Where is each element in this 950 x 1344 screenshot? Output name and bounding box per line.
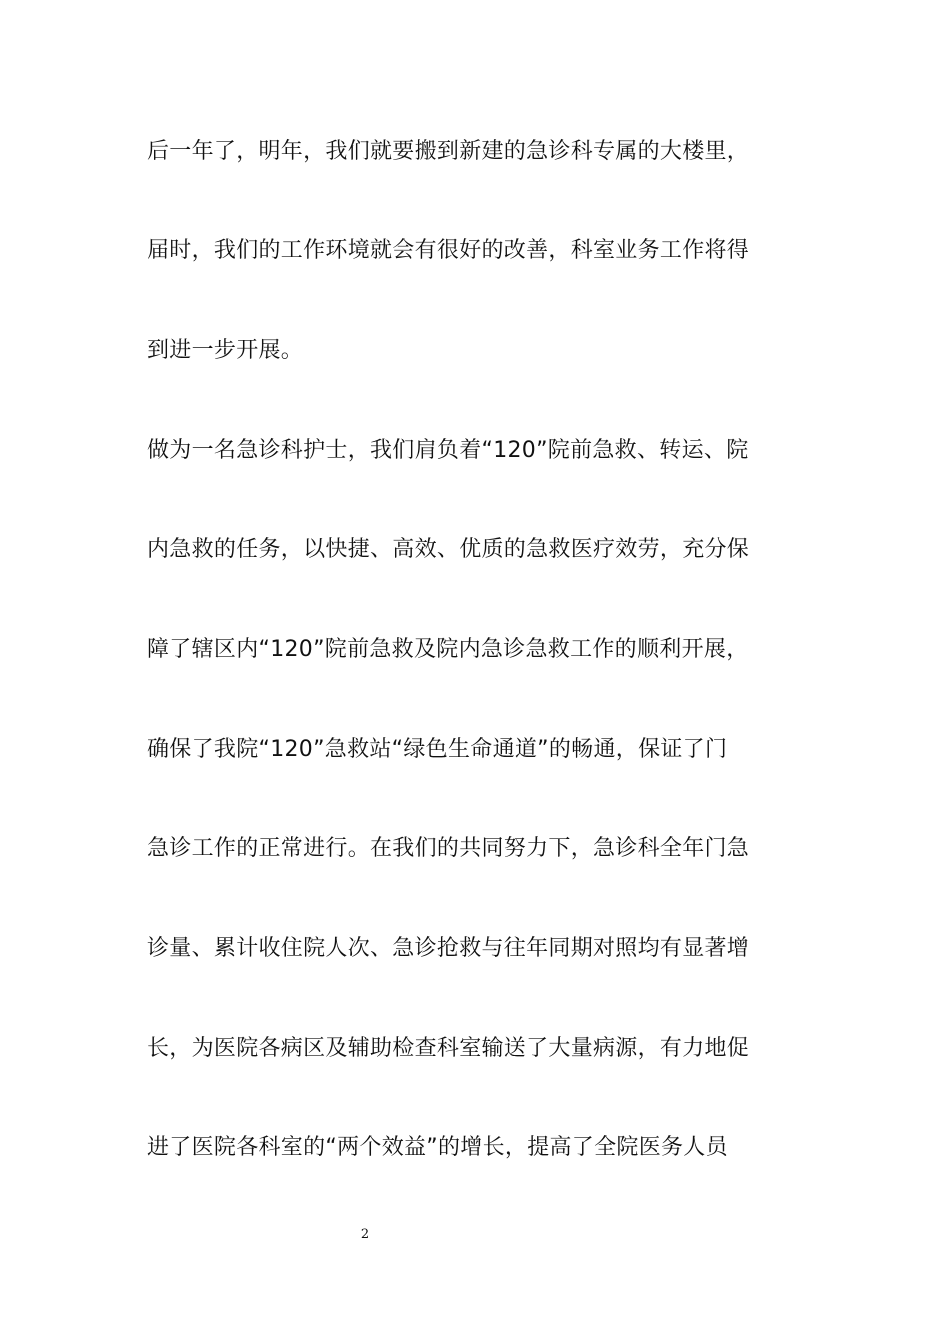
text-line: 内急救的任务，以快捷、高效、优质的急救医疗效劳，充分保: [147, 537, 750, 562]
text-line: 急诊工作的正常进行。在我们的共同努力下，急诊科全年门急: [147, 836, 750, 861]
text-line: 进了医院各科室的“两个效益”的增长，提高了全院医务人员: [147, 1135, 728, 1160]
text-line: 诊量、累计收住院人次、急诊抢救与往年同期对照均有显著增: [147, 936, 750, 961]
page-number: 2: [360, 1227, 370, 1242]
text-line: 后一年了，明年，我们就要搬到新建的急诊科专属的大楼里，: [147, 139, 750, 164]
text-line: 届时，我们的工作环境就会有很好的改善，科室业务工作将得: [147, 238, 750, 263]
text-line: 做为一名急诊科护士，我们肩负着“120”院前急救、转运、院: [147, 438, 749, 463]
text-line: 长，为医院各病区及辅助检查科室输送了大量病源，有力地促: [147, 1036, 750, 1061]
text-line: 确保了我院“120”急救站“绿色生命通道”的畅通，保证了门: [147, 737, 728, 762]
text-line: 到进一步开展。: [147, 338, 304, 363]
text-line: 障了辖区内“120”院前急救及院内急诊急救工作的顺利开展，: [147, 637, 749, 662]
